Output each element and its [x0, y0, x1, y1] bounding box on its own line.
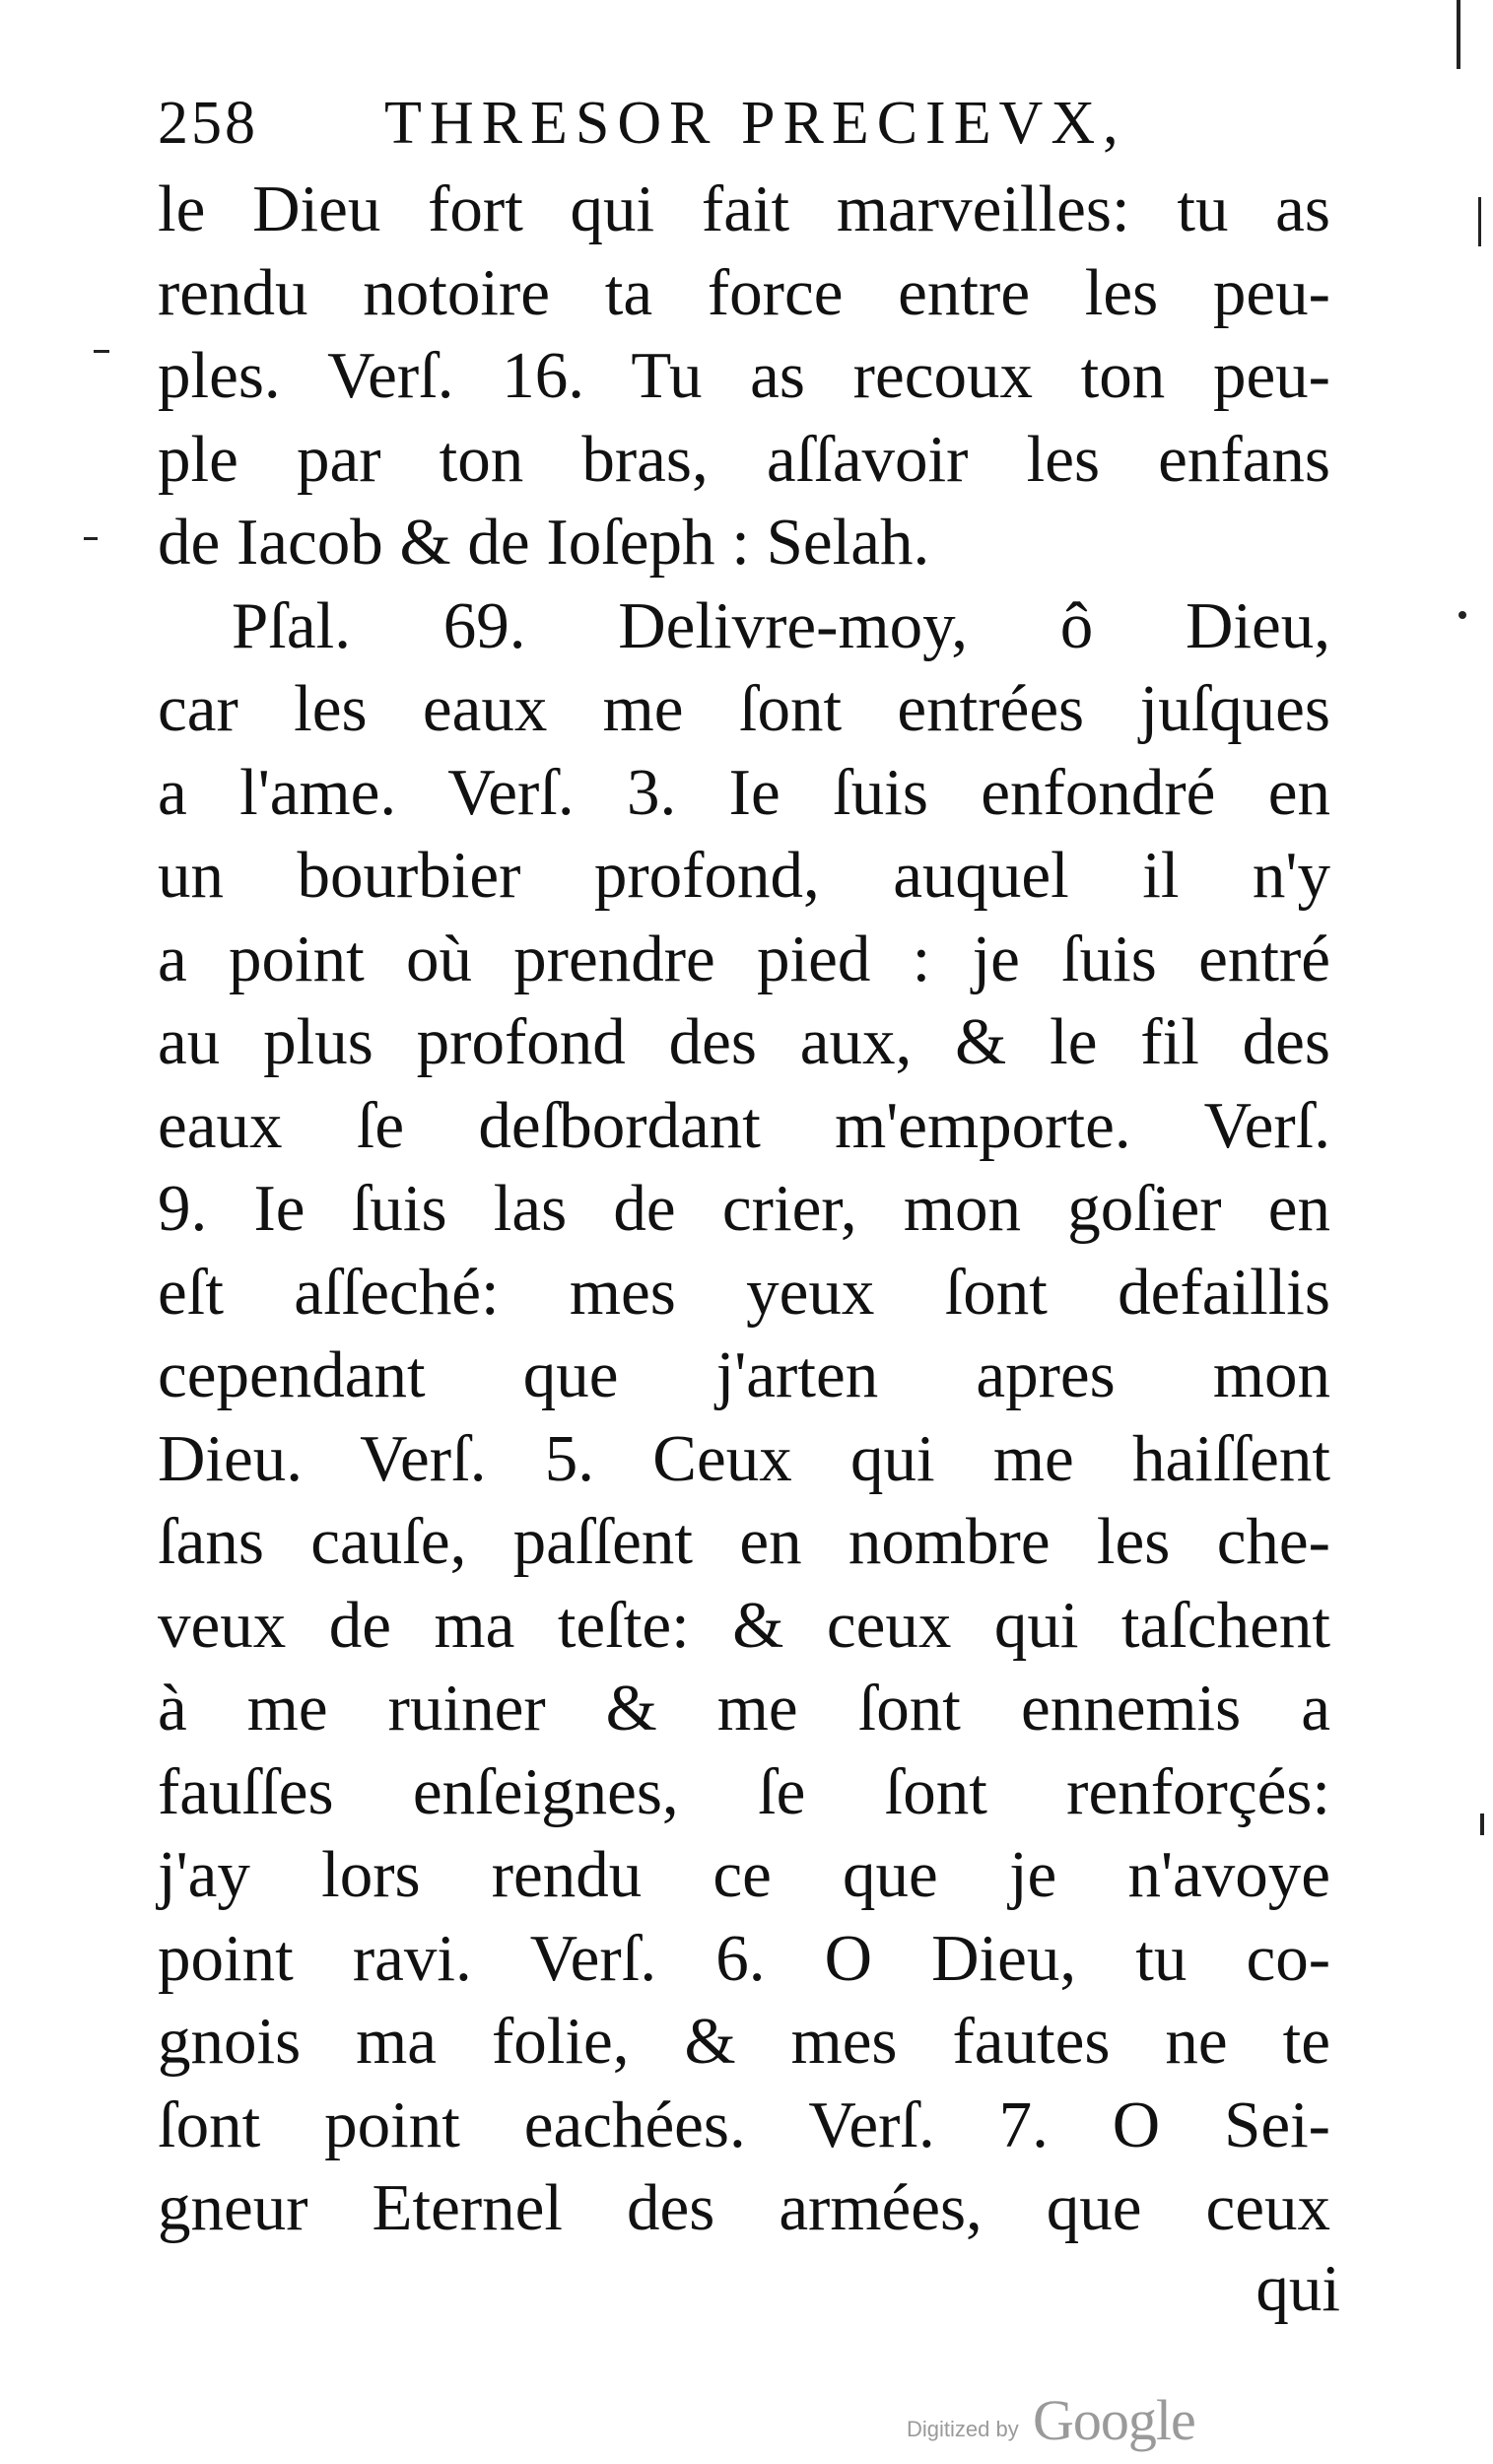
text-line: j'ay lors rendu ce que je n'avoye: [158, 1838, 1330, 1911]
text-line: 9. Ie ſuis las de crier, mon goſier en: [158, 1172, 1330, 1245]
catchword: qui: [1255, 2252, 1340, 2325]
text-line: ſans cauſe, paſſent en nombre les che-: [158, 1505, 1330, 1578]
text-line: eaux ſe deſbordant m'emporte. Verſ.: [158, 1088, 1330, 1162]
text-line: à me ruiner & me ſont ennemis a: [158, 1672, 1330, 1745]
text-line: ples. Verſ. 16. Tu as recoux ton peu-: [158, 339, 1330, 412]
text-line: un bourbier profond, auquel il n'y: [158, 839, 1330, 912]
body-text: [158, 168, 1330, 2250]
text-line: gnois ma folie, & mes fautes ne te: [158, 2005, 1330, 2078]
text-line: le Dieu fort qui fait marveilles: tu as: [158, 172, 1330, 245]
margin-mark: [1459, 611, 1466, 619]
margin-mark: [1478, 197, 1481, 246]
text-line: fauſſes enſeignes, ſe ſont renforçés:: [158, 1754, 1330, 1828]
margin-mark: [1457, 0, 1460, 69]
text-line: car les eaux me ſont entrées juſques: [158, 672, 1330, 745]
text-line: eſt aſſeché: mes yeux ſont defaillis: [158, 1255, 1330, 1329]
text-line: Pſal. 69. Delivre-moy, ô Dieu,: [232, 588, 1330, 662]
text-line: veux de ma teſte: & ceux qui taſchent: [158, 1588, 1330, 1662]
text-line: Dieu. Verſ. 5. Ceux qui me haiſſent: [158, 1421, 1330, 1495]
text-line: de Iacob & de Ioſeph : Selah.: [158, 506, 930, 579]
watermark-prefix: Digitized by: [907, 2417, 1019, 2441]
text-line: rendu notoire ta force entre les peu-: [158, 255, 1330, 329]
text-line: a point où prendre pied : je ſuis entré: [158, 922, 1330, 995]
page-number: 258: [158, 90, 258, 157]
margin-mark: [1480, 1814, 1484, 1835]
text-line: au plus profond des aux, & le fil des: [158, 1005, 1330, 1078]
running-title: THRESOR PRECIEVX,: [384, 90, 1126, 157]
digitized-watermark: [907, 2385, 1222, 2454]
text-line: cependant que j'arten apres mon: [158, 1338, 1330, 1411]
text-line: ſont point eachées. Verſ. 7. O Sei-: [158, 2088, 1330, 2161]
margin-mark: [84, 537, 98, 540]
text-line: ple par ton bras, aſſavoir les enfans: [158, 422, 1330, 496]
page-header: [158, 79, 1340, 168]
google-logo: Google: [1033, 2388, 1195, 2452]
text-line: gneur Eternel des armées, que ceux: [158, 2171, 1330, 2244]
margin-mark: [94, 350, 109, 353]
text-line: point ravi. Verſ. 6. O Dieu, tu co-: [158, 1921, 1330, 1995]
text-line: a l'ame. Verſ. 3. Ie ſuis enfondré en: [158, 755, 1330, 829]
